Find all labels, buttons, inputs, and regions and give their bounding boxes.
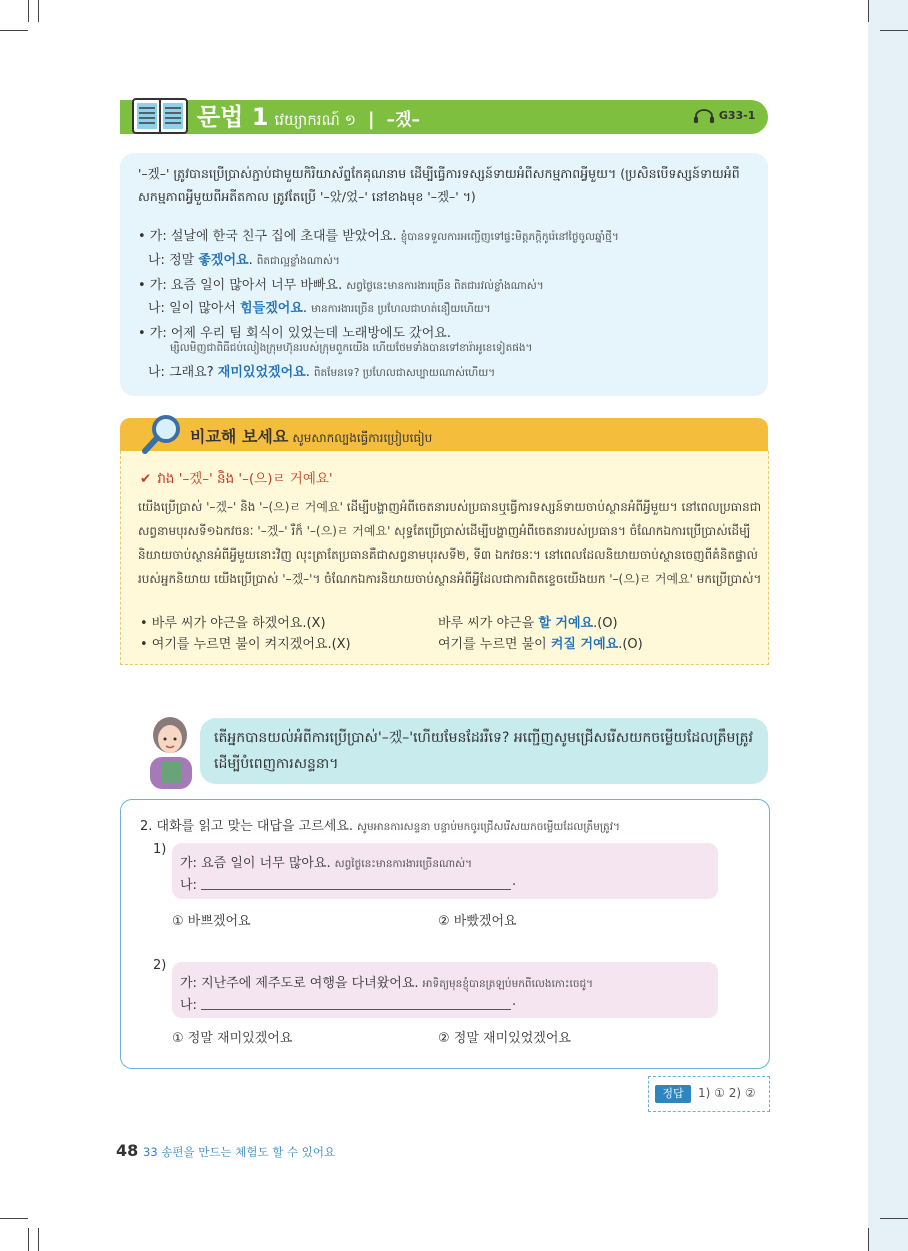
crop-mark (28, 1228, 29, 1251)
grammar-title (197, 101, 420, 136)
example-2-na: 나: 일이 많아서 힘들겠어요. មានការងារច្រើន ប្រហែលជាហត់នឿយហើយ។ (148, 301, 491, 316)
compare-example-1-right: 바루 씨가 야근을 할 거예요.(O) (438, 616, 618, 631)
example-3-na: 나: 그래요? 재미있었겠어요. ពិតមែនទេ? ប្រហែលជាសប្បាយណាស់ហើយ។ (148, 365, 496, 380)
grammar-title-ko: 문법 1 (197, 103, 269, 131)
grammar-pattern: –겠– (386, 110, 420, 130)
example-3-ga-translation: ម្សិលមិញជាពិធីជប់លៀងក្រុមហ៊ុនរបស់ក្រុមពួកយើង ហើយថែមទាំងបានទៅខារ៉ាអូខេទៀតផង។ (170, 342, 533, 354)
item-1-number: 1) (153, 842, 167, 857)
crop-mark (0, 1218, 28, 1219)
item-2-answer-blank[interactable] (201, 1009, 511, 1010)
item-1-answer-blank[interactable] (201, 889, 511, 890)
crop-mark (880, 1218, 908, 1219)
example-2-ga: • 가: 요즘 일이 많아서 너무 바빠요. សព្វថ្ងៃនេះមានការងារច្រើន ពិតជារវល់ខ្លាំងណាស់។ (138, 278, 544, 293)
answer-key-text: 1) ① 2) ② (698, 1086, 756, 1100)
item-2-option-2[interactable]: ② 정말 재미있었겠어요 (438, 1031, 571, 1046)
audio-track[interactable] (693, 109, 755, 123)
item-2-option-1[interactable]: ① 정말 재미있겠어요 (172, 1031, 293, 1046)
compare-subtitle: ✔ វាង '–겠–' និង '–(으)ㄹ 거예요' (140, 471, 333, 487)
example-1-na: 나: 정말 좋겠어요. ពិតជាល្អខ្លាំងណាស់។ (148, 253, 340, 268)
grammar-explanation: '–겠–' ត្រូវបានប្រើប្រាស់ភ្ជាប់ជាមួយកិរិយាស័ព្ទកែគុណនាម ដើម្បីធ្វើការទស្សន៍ទាយអំពីសកម្មភាពអ្វីមួយ។ (ប្រសិនបើទស្សន៍ទាយអំពីសកម្មភាពអ្វីមួយពីអតីតកាល ត្រូវតែប្រើ '–았/었–' នៅខាងមុខ '–겠–' ។) (138, 166, 740, 204)
item-2-ga: 가: 지난주에 제주도로 여행을 다녀왔어요. អាទិត្យមុនខ្ញុំបានត្រឡប់មកពីលេងកោះចេជូ។ (180, 976, 594, 991)
crop-mark (38, 0, 39, 22)
book-icon (130, 93, 190, 135)
page-number: 48 (116, 1141, 139, 1160)
title-separator: | (367, 109, 375, 130)
answer-key-label: 정답 (655, 1085, 691, 1103)
compare-title: 비교해 보세요 សូមសាកល្បងធ្វើការប្រៀបធៀប (190, 427, 433, 446)
item-1-option-1[interactable]: ① 바쁘겠어요 (172, 914, 251, 929)
crop-mark (880, 30, 908, 31)
crop-mark (0, 30, 28, 31)
teacher-illustration (140, 713, 202, 789)
track-label: G33-1 (718, 109, 756, 122)
item-2-period: . (512, 994, 517, 1009)
crop-mark (868, 1228, 869, 1251)
item-1-ga: 가: 요즘 일이 너무 많아요. សព្វថ្ងៃនេះមានការងារច្រើនណាស់។ (180, 856, 473, 871)
chapter-title: 33 송편을 만드는 체험도 할 수 있어요 (143, 1145, 336, 1159)
magnifier-icon (140, 412, 184, 456)
compare-example-2-wrong: • 여기를 누르면 불이 켜지겠어요.(X) (140, 637, 351, 652)
compare-explanation: យើងប្រើប្រាស់ '–겠–' និង '–(으)ㄹ 거예요' ដើម្បីបង្ហាញអំពីចេតនារបស់ប្រធានឬធ្វើការទស្សន៍ទាយចាប់ស្ថានអំពីអ្វីមួយ។ នៅពេលប្រធានជាសព្វនាមបុរសទី១ឯកវចនៈ '–겠–' រឺក៏ '–(으)ㄹ 거예요' សុទ្ធតែប្រើប្រាស់ដើម្បីបង្ហាញអំពីចេតនារបស់ប្រធាន។ ចំណែកឯការប្រើប្រាស់ដើម្បីនិយាយចាប់ស្ថានអំពីអ្វីមួយនោះវិញ លុះត្រាតែប្រធានគឺជាសព្វនាមបុរសទី២, ទី៣ ឯកវចនៈ។ នៅពេលដែលនិយាយចាប់ស្ថានចេញពីគំនិតផ្ទាល់របស់អ្នកនិយាយ យើងប្រើប្រាស់ '–겠–'។ ចំណែកឯការនិយាយចាប់ស្ថានអំពីអ្វីដែលជាការពិតខ្ទេចយើងយក '–(으)ㄹ 거예요' មកប្រើប្រាស់។ (138, 500, 762, 586)
grammar-title-kh: វេយ្យាករណ៍ ១ (274, 111, 356, 129)
item-1-period: . (512, 874, 517, 889)
check-icon: ✔ (140, 471, 152, 487)
compare-example-2-right: 여기를 누르면 불이 켜질 거예요.(O) (438, 637, 643, 652)
compare-example-1-wrong: • 바루 씨가 야근을 하겠어요.(X) (140, 616, 326, 631)
item-1-option-2[interactable]: ② 바빴겠어요 (438, 914, 517, 929)
exercise-question: 2. 대화를 읽고 맞는 대답을 고르세요. សូមអានការសន្ទនា បន្ទាប់មកចូរជ្រើសរើសយកចម្លើយដែលត្រឹមត្រូវ។ (140, 819, 620, 834)
item-2-number: 2) (153, 958, 167, 973)
crop-mark (38, 1228, 39, 1251)
page-edge-strip (868, 0, 908, 1251)
prompt-text: តើអ្នកបានយល់អំពីការប្រើប្រាស់'–겠–'ហើយមែនដែររឺទេ? អញ្ជើញសូមជ្រើសរើសយកចម្លើយដែលត្រឹមត្រូវដើម្បីបំពេញការសន្ទនា។ (214, 730, 753, 772)
crop-mark (28, 0, 29, 22)
item-2-na: 나: (180, 998, 197, 1013)
crop-mark (868, 0, 869, 22)
headphones-icon (693, 109, 715, 123)
example-1-ga: • 가: 설날에 한국 친구 집에 초대를 받았어요. ខ្ញុំបានទទួលការអញ្ជើញទៅផ្ទះមិត្តភក្តិកូរ៉េនៅថ្ងៃចូលឆ្នាំថ្មី។ (138, 229, 619, 244)
example-3-ga: • 가: 어제 우리 팀 회식이 있었는데 노래방에도 갔어요. (138, 326, 451, 341)
item-1-na: 나: (180, 878, 197, 893)
